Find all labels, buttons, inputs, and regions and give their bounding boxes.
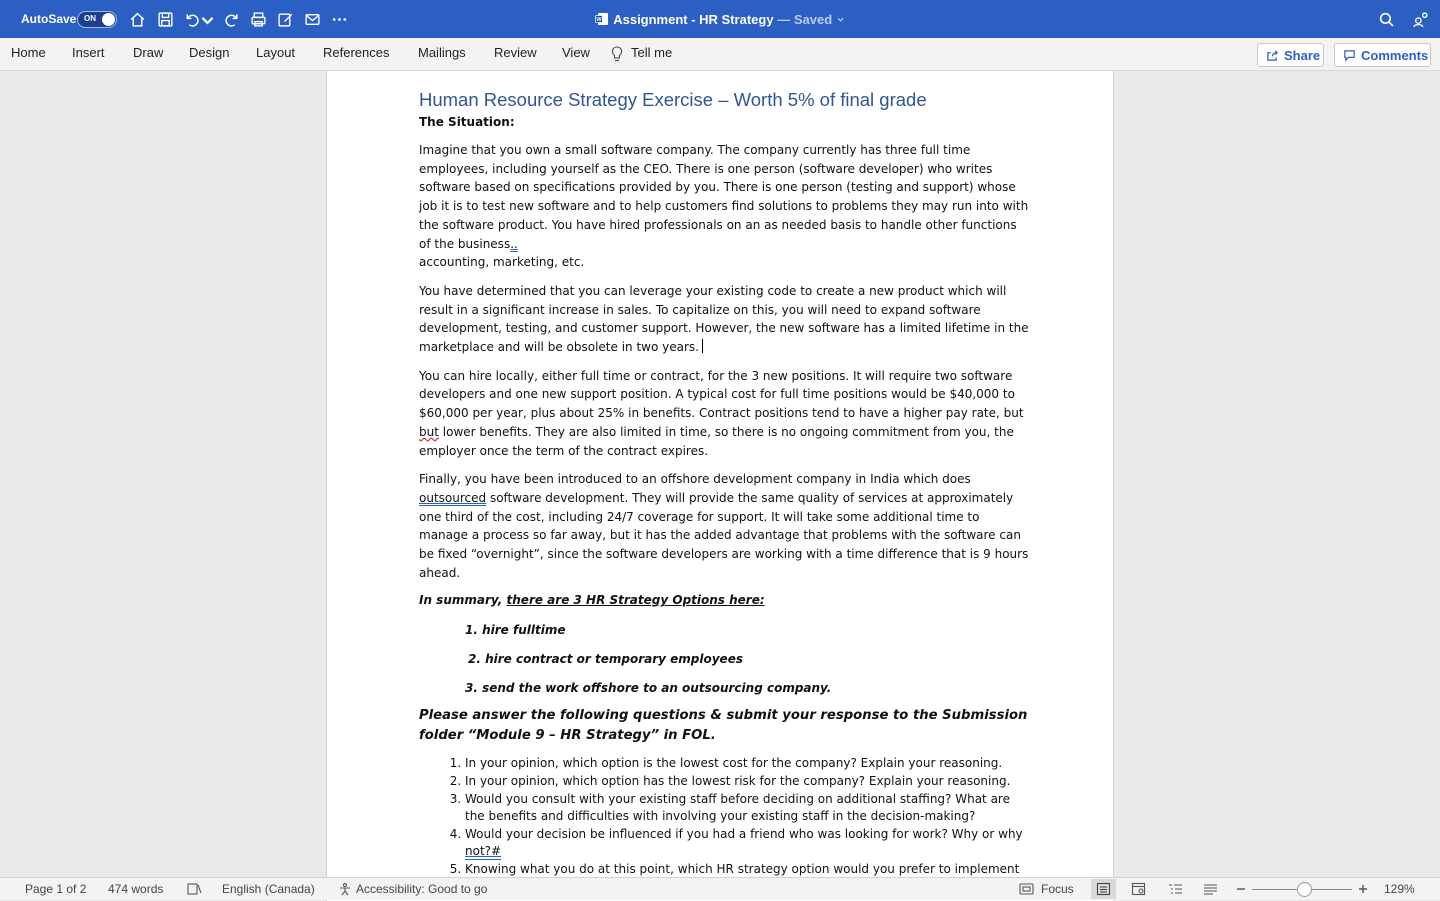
grammar-flag-word[interactable]: outsourced bbox=[419, 490, 487, 505]
questions-list bbox=[419, 755, 1029, 895]
share-label: Share bbox=[1284, 47, 1321, 63]
undo-dropdown-icon[interactable] bbox=[201, 10, 213, 28]
paragraph-2 bbox=[419, 282, 1029, 357]
paragraph-1 bbox=[419, 141, 1029, 272]
focus-icon[interactable] bbox=[1019, 882, 1034, 896]
summary-underlined: there are 3 HR Strategy Options here: bbox=[506, 593, 765, 608]
tab-layout[interactable]: Layout bbox=[256, 45, 296, 60]
paragraph-1-text: Imagine that you own a small software company. The company currently has three full time employees, including yourself as the CEO. There is one person (software developer) who writes software based on specifications provided by you. There is one person (testing and support) whose job it is to test new software and to help customers find solutions to problems they may run into with the software product. You have hired professionals on an as needed basis to handle other functions of the business bbox=[419, 143, 1029, 251]
draft-view-icon[interactable] bbox=[1203, 882, 1218, 896]
word-doc-icon bbox=[595, 12, 609, 26]
accessibility-icon[interactable] bbox=[338, 882, 353, 896]
status-bar bbox=[0, 877, 1440, 900]
comment-icon bbox=[1343, 49, 1356, 62]
spelling-error-word[interactable]: but bbox=[419, 424, 439, 439]
paragraph-3 bbox=[419, 367, 1029, 461]
question-4 bbox=[465, 826, 1029, 861]
situation-label: The Situation: bbox=[419, 115, 515, 129]
paragraph-4 bbox=[419, 470, 1029, 582]
option-1: 1. hire fulltime bbox=[465, 623, 566, 638]
question-3: 3. Would you consult with your existing staff before deciding on additional staffing? What are the benefits and difficulties with involving your existing staff in the decision-making? bbox=[465, 791, 1029, 826]
document-page[interactable] bbox=[326, 71, 1114, 901]
document-canvas[interactable] bbox=[0, 71, 1440, 877]
question-2: 2. In your opinion, which option has the lowest risk for the company? Explain your reasoning. bbox=[465, 773, 1029, 790]
title-chevron-icon bbox=[836, 15, 845, 24]
web-layout-icon[interactable] bbox=[1131, 882, 1146, 896]
grammar-mark[interactable]: .. bbox=[510, 236, 518, 251]
instructions: Please answer the following questions & submit your response to the Submission folder “Module 9 – HR Strategy” in FOL. bbox=[419, 708, 1028, 743]
text-cursor bbox=[702, 339, 703, 353]
lightbulb-icon bbox=[611, 46, 623, 62]
paragraph-3-text: You can hire locally, either full time or contract, for the 3 new positions. It will require two software developers and one new support position. A typical cost for full time positions would be $40,000 to $60,000 per year, plus about 25% in benefits. Contract positions tend to have a higher pay rate, but bbox=[419, 368, 1024, 421]
question-5: 5. Knowing what you do at this point, which HR strategy option would you prefer to implement bbox=[465, 861, 1029, 896]
share-button[interactable] bbox=[1257, 43, 1324, 67]
paragraph-4-tail: software development. They will provide the same quality of services at approximately one third of the cost, including 24/7 coverage for support. It will take some additional time to manage a process so far away, but it has the added advantage that problems with the software can be fixed “overnight”, since the software developers are working with a time difference that is 9 hours ahead. bbox=[419, 490, 1029, 580]
question-1: 1. In your opinion, which option is the lowest cost for the company? Explain your reasoning. bbox=[465, 755, 1029, 772]
print-icon[interactable] bbox=[249, 10, 267, 28]
autosave-label: AutoSave bbox=[21, 12, 77, 26]
print-layout-icon[interactable] bbox=[1096, 882, 1111, 896]
tab-insert[interactable]: Insert bbox=[72, 45, 105, 60]
search-icon[interactable] bbox=[1377, 10, 1395, 28]
paragraph-4-text: Finally, you have been introduced to an offshore development company in India which does bbox=[419, 472, 971, 487]
tab-view[interactable]: View bbox=[562, 45, 590, 60]
question-4-text: Would your decision be influenced if you had a friend who was looking for work? Why or why bbox=[465, 827, 1023, 842]
zoom-in-icon[interactable] bbox=[1356, 882, 1371, 896]
undo-icon[interactable] bbox=[182, 10, 200, 28]
account-settings-icon[interactable] bbox=[1411, 10, 1429, 28]
tab-mailings[interactable]: Mailings bbox=[418, 45, 466, 60]
comments-label: Comments bbox=[1361, 47, 1429, 63]
document-title-bar bbox=[0, 12, 1440, 27]
paragraph-1-tail: accounting, marketing, etc. bbox=[419, 255, 585, 270]
toggle-knob bbox=[102, 13, 115, 26]
edit-document-icon[interactable] bbox=[276, 10, 294, 28]
proofing-icon[interactable] bbox=[187, 882, 202, 896]
zoom-out-icon[interactable] bbox=[1234, 882, 1249, 896]
document-title[interactable] bbox=[595, 12, 845, 27]
document-heading: Human Resource Strategy Exercise – Worth 5% of final grade bbox=[419, 89, 927, 110]
svg-text:W: W bbox=[596, 17, 602, 23]
focus-mode[interactable]: Focus bbox=[1041, 882, 1074, 896]
home-icon[interactable] bbox=[128, 10, 146, 28]
paragraph-2-text: You have determined that you can leverage your existing code to create a new product which will result in a significant increase in sales. To capitalize on this, you will need to expand software development, testing, and customer support. However, the new software has a limited lifetime in the marketplace and will be obsolete in two years. bbox=[419, 283, 1029, 355]
zoom-level[interactable]: 129% bbox=[1384, 882, 1415, 896]
autosave-toggle-label: ON bbox=[84, 14, 96, 23]
tab-review[interactable]: Review bbox=[494, 45, 537, 60]
tab-design[interactable]: Design bbox=[189, 45, 230, 60]
summary-lead: In summary, bbox=[419, 593, 503, 608]
comments-button[interactable] bbox=[1334, 43, 1431, 67]
tell-me-search[interactable]: Tell me bbox=[631, 45, 673, 60]
paragraph-3-tail: lower benefits. They are also limited in time, so there is no ongoing commitment from you, the employer once the term of the contract expires. bbox=[419, 424, 1014, 458]
document-name: Assignment - HR Strategy bbox=[613, 12, 774, 27]
outline-view-icon[interactable] bbox=[1168, 882, 1183, 896]
save-icon[interactable] bbox=[156, 10, 174, 28]
redo-icon[interactable] bbox=[222, 10, 240, 28]
option-2: 2. hire contract or temporary employees bbox=[468, 652, 743, 667]
language[interactable]: English (Canada) bbox=[222, 882, 315, 896]
summary-line bbox=[419, 591, 1029, 609]
mail-icon[interactable] bbox=[303, 10, 321, 28]
page-count[interactable]: Page 1 of 2 bbox=[25, 882, 87, 896]
option-3: 3. send the work offshore to an outsourcing company. bbox=[465, 681, 832, 696]
ribbon-tabs bbox=[0, 38, 1440, 71]
autosave-toggle[interactable] bbox=[77, 11, 117, 28]
tab-references[interactable]: References bbox=[323, 45, 390, 60]
word-count[interactable]: 474 words bbox=[108, 882, 164, 896]
saved-status: — Saved bbox=[777, 12, 833, 27]
more-icon[interactable] bbox=[330, 10, 348, 28]
accessibility-status[interactable]: Accessibility: Good to go bbox=[356, 882, 488, 896]
question-4-flag[interactable]: not?# bbox=[465, 844, 502, 859]
document-body[interactable] bbox=[419, 88, 1029, 896]
share-icon bbox=[1266, 49, 1279, 62]
title-bar bbox=[0, 0, 1440, 38]
tab-draw[interactable]: Draw bbox=[133, 45, 164, 60]
zoom-slider-handle[interactable] bbox=[1297, 882, 1312, 897]
tab-home[interactable]: Home bbox=[11, 45, 46, 60]
